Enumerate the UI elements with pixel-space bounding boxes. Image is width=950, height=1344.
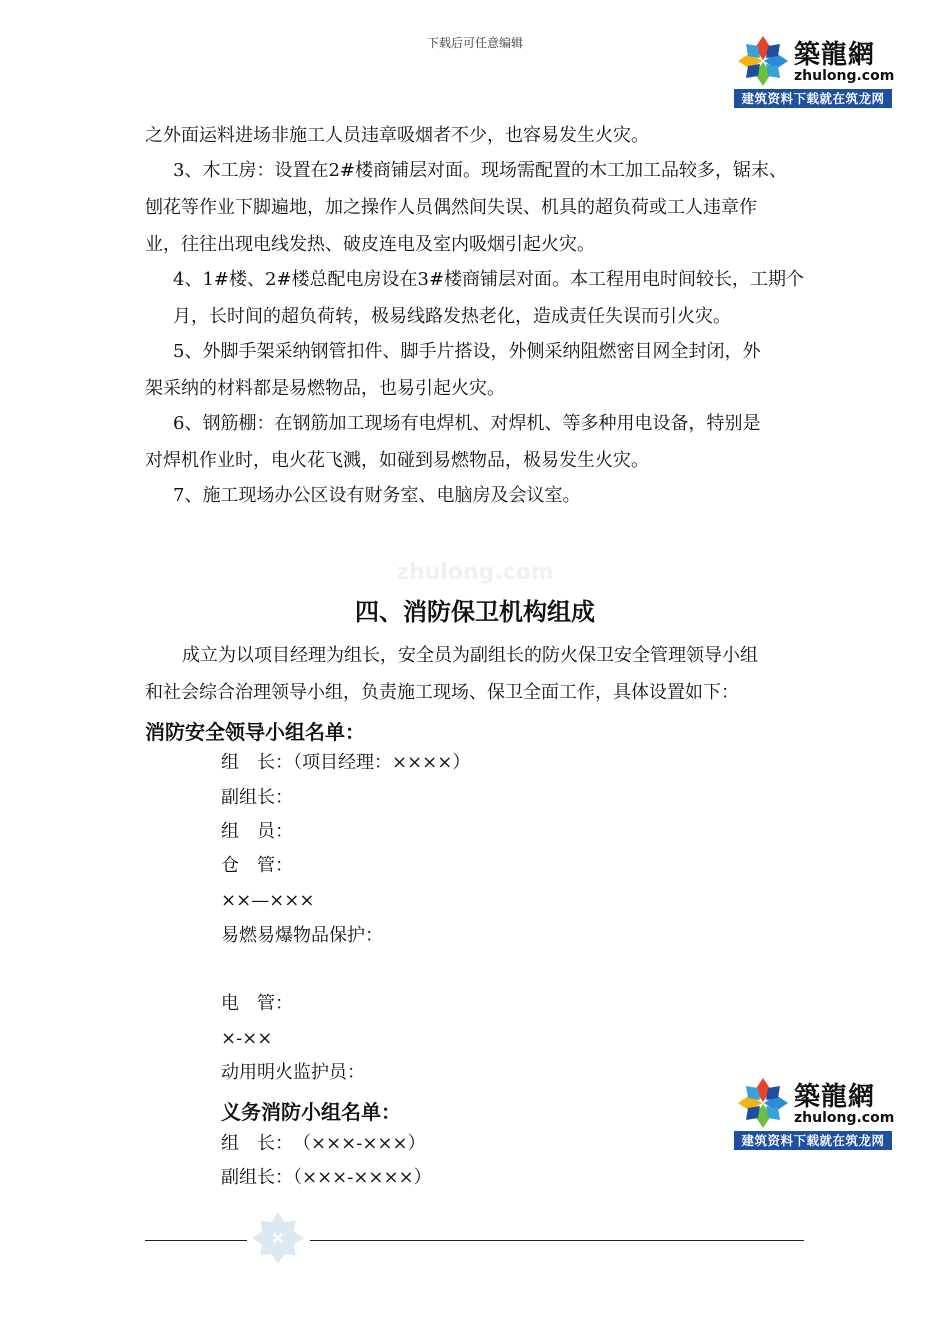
- paragraph-line: 3、木工房：设置在2#楼商铺层对面。现场需配置的木工加工品较多，锯末、: [173, 160, 787, 181]
- paragraph-line: 对焊机作业时，电火花飞溅，如碰到易燃物品，极易发生火灾。: [145, 450, 649, 471]
- leadership-item: 组 长：（项目经理：××××）: [221, 752, 471, 773]
- section-title: 四、消防保卫机构组成: [355, 598, 595, 626]
- paragraph-line: 5、外脚手架采纳钢管扣件、脚手片搭设，外侧采纳阻燃密目网全封闭，外: [173, 341, 761, 362]
- leadership-item: 仓 管：: [221, 855, 293, 876]
- faint-snowflake-watermark-icon: [250, 1210, 306, 1266]
- zhulong-logo-top: [734, 32, 895, 108]
- leadership-item: 电 管：: [221, 993, 293, 1014]
- snowflake-logo-icon: [736, 34, 790, 88]
- paragraph-line: 6、钢筋棚：在钢筋加工现场有电焊机、对焊机、等多种用电设备，特别是: [173, 413, 761, 434]
- logo-name: 築龍網: [794, 40, 876, 70]
- zhulong-logo-bottom: [734, 1074, 895, 1150]
- volunteer-item: 副组长：（×××-××××）: [221, 1167, 432, 1188]
- volunteer-item: 组 长： （×××-×××）: [221, 1133, 426, 1154]
- paragraph-line: 架采纳的材料都是易燃物品，也易引起火灾。: [145, 378, 505, 399]
- paragraph-line: 之外面运料进场非施工人员违章吸烟者不少，也容易发生火灾。: [145, 125, 649, 146]
- intro-line: 和社会综合治理领导小组，负责施工现场、保卫全面工作，具体设置如下：: [145, 682, 739, 703]
- paragraph-line: 月，长时间的超负荷转，极易线路发热老化，造成责任失误而引火灾。: [173, 306, 731, 327]
- logo-slogan: 建筑资料下载就在筑龙网: [734, 1131, 892, 1150]
- footer-rule-left: [145, 1240, 247, 1241]
- logo-domain: zhulong.com: [794, 1110, 895, 1126]
- leadership-item: 动用明火监护员：: [221, 1062, 365, 1083]
- leadership-title: 消防安全领导小组名单：: [145, 720, 365, 744]
- paragraph-line: 业，往往出现电线发热、破皮连电及室内吸烟引起火灾。: [145, 234, 595, 255]
- volunteer-title: 义务消防小组名单：: [221, 1100, 401, 1124]
- paragraph-line: 4、1#楼、2#楼总配电房设在3#楼商铺层对面。本工程用电时间较长，工期个: [173, 269, 805, 290]
- leadership-item: 副组长：: [221, 787, 293, 808]
- leadership-item: ××—×××: [221, 890, 315, 911]
- watermark: zhulong.com: [396, 560, 554, 585]
- paragraph-line: 刨花等作业下脚遍地，加之操作人员偶然间失误、机具的超负荷或工人违章作: [145, 197, 757, 218]
- leadership-item: 组 员：: [221, 821, 293, 842]
- logo-name: 築龍網: [794, 1082, 876, 1112]
- header-note: 下载后可任意编辑: [426, 36, 523, 50]
- leadership-item: 易燃易爆物品保护：: [221, 925, 383, 946]
- snowflake-logo-icon: [736, 1076, 790, 1130]
- paragraph-line: 7、施工现场办公区设有财务室、电脑房及会议室。: [173, 485, 581, 506]
- logo-domain: zhulong.com: [794, 68, 895, 84]
- leadership-item: ×-××: [221, 1028, 273, 1049]
- footer-rule-right: [310, 1240, 804, 1241]
- intro-line: 成立为以项目经理为组长，安全员为副组长的防火保卫安全管理领导小组: [182, 645, 758, 666]
- logo-slogan: 建筑资料下载就在筑龙网: [734, 89, 892, 108]
